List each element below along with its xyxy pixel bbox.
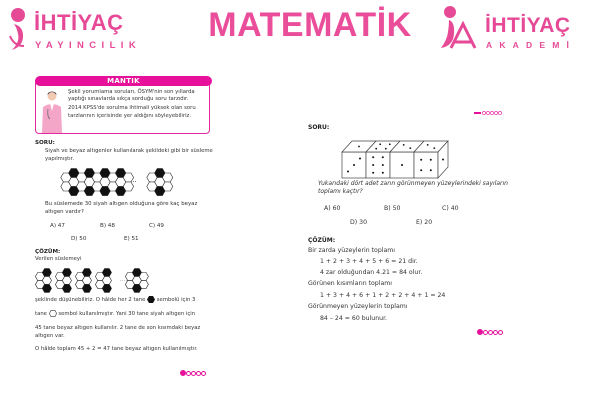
- die-pip: [379, 143, 381, 145]
- die-pip: [382, 164, 384, 166]
- option-c[interactable]: C) 40: [442, 205, 459, 212]
- logo-figure-icon: [6, 6, 32, 52]
- solution-line: Bir zarda yüzeylerin toplamı: [308, 247, 396, 254]
- option-c[interactable]: C) 49: [149, 223, 164, 229]
- option-b[interactable]: B) 50: [384, 205, 401, 212]
- solution-line: 1 + 3 + 4 + 6 + 1 + 2 + 2 + 4 + 1 = 24: [320, 292, 446, 299]
- logo-figure-icon: [437, 4, 479, 50]
- question-prompt: Bu süslemede 30 siyah altıgen olduğuna göre kaç beyaz altıgen vardır?: [45, 201, 198, 215]
- decorative-dots-icon: [474, 111, 506, 115]
- die-pip: [359, 158, 361, 160]
- black-hexagon: [102, 269, 111, 277]
- teacher-illustration-icon: [40, 89, 64, 133]
- die-pip: [430, 169, 432, 171]
- solution-text: sembol kullanılmıştır. Yani 30 tane siyah altıgen için: [58, 311, 196, 317]
- black-hexagon: [42, 284, 51, 292]
- mantik-box: [35, 78, 210, 134]
- hexagon-pattern-grouped: [35, 268, 175, 294]
- solution-line: 1 + 2 + 3 + 4 + 5 + 6 = 21 dir.: [320, 258, 418, 265]
- white-hexagon: [162, 182, 172, 191]
- mantik-paragraph: 2014 KPSS'de sorulma ihtimali yüksek olan soru tarzlarının içerisinde yer aldığını söyleyebiliriz.: [68, 105, 196, 119]
- black-hexagon-icon: [147, 296, 155, 303]
- option-e[interactable]: E) 51: [124, 236, 139, 242]
- die-pip: [375, 148, 377, 150]
- option-a[interactable]: A) 60: [324, 205, 341, 212]
- option-d[interactable]: D) 50: [71, 236, 87, 242]
- solution-label: ÇÖZÜM:: [308, 237, 336, 244]
- option-b[interactable]: B) 48: [100, 223, 115, 229]
- mantik-paragraph: Şekil yorumlama soruları, ÖSYM'nin son yıllarda yaptığı sınavlarda sıkça sorduğu soru tarzıdır.: [68, 89, 195, 103]
- solution-line: 84 – 24 = 60 bulunur.: [320, 315, 388, 322]
- black-hexagon: [62, 284, 71, 292]
- solution-line: [35, 296, 195, 305]
- pattern-ellipsis: ...: [130, 176, 137, 184]
- page-title: MATEMATİK: [208, 6, 412, 44]
- die-pip: [430, 159, 432, 161]
- die-pip: [433, 147, 435, 149]
- white-hexagon-icon: [49, 310, 57, 317]
- die-pip: [442, 159, 444, 161]
- black-hexagon: [102, 284, 111, 292]
- solution-line: Görünen kısımların toplamı: [308, 280, 392, 287]
- die-pip: [409, 147, 411, 149]
- die-pip: [385, 148, 387, 150]
- die-pip: [353, 164, 355, 166]
- die-pip: [403, 144, 405, 146]
- die-pip: [382, 156, 384, 158]
- white-hexagon: [62, 276, 71, 284]
- solution-line: [35, 310, 195, 319]
- die-pip: [372, 164, 374, 166]
- solution-line-3: 45 tane beyaz altıgen kullanılır. 2 tane de son kısımdaki beyaz altıgen var.: [35, 325, 201, 339]
- solution-line-4: O hâlde toplam 45 + 2 = 47 tane beyaz altıgen kullanılmıştır.: [35, 346, 198, 352]
- die-pip: [347, 171, 349, 173]
- solution-line: Görünmeyen yüzeylerin toplamı: [308, 303, 408, 310]
- solution-text: sembolü için 3: [156, 297, 196, 303]
- die-pip: [401, 164, 403, 166]
- ihtiyac-akademi-logo: [437, 4, 597, 52]
- black-hexagon: [82, 284, 91, 292]
- question-label: SORU:: [35, 140, 55, 146]
- die-pip: [427, 144, 429, 146]
- page-dot: [201, 371, 206, 376]
- right-brand-subtitle: AKADEMİ: [486, 40, 577, 50]
- white-hexagon: [42, 276, 51, 284]
- left-brand-name: İHTİYAÇ: [34, 10, 124, 35]
- right-brand-name: İHTİYAÇ: [485, 14, 571, 37]
- option-a[interactable]: A) 47: [50, 223, 65, 229]
- die-pip: [372, 172, 374, 174]
- solution-text: şeklinde düşünebiliriz. O hâlde her 2 tane: [35, 297, 146, 303]
- die-pip: [389, 143, 391, 145]
- ihtiyac-yayincilik-logo: [6, 6, 156, 56]
- page-indicator: [477, 329, 503, 335]
- white-hexagon: [139, 280, 148, 288]
- option-d[interactable]: D) 30: [350, 219, 368, 226]
- black-hexagon: [42, 269, 51, 277]
- solution-line: 4 zar olduğundan 4.21 = 84 olur.: [320, 269, 423, 276]
- option-e[interactable]: E) 20: [416, 219, 433, 226]
- dice-figure: [340, 136, 460, 180]
- question-text: Siyah ve beyaz altıgenler kullanılarak şekildeki gibi bir süsleme yapılmıştır.: [45, 148, 213, 162]
- die-pip: [372, 156, 374, 158]
- question-label: SORU:: [308, 124, 330, 131]
- die-front-face: [414, 152, 438, 178]
- die-front-face: [366, 152, 390, 178]
- left-brand-subtitle: YAYINCILIK: [35, 40, 142, 51]
- page-dot: [498, 330, 503, 335]
- question-prompt: Yukarıdaki dört adet zarın görünmeyen yüzeylerindeki sayıların toplamı kaçtır?: [318, 180, 508, 195]
- die-pip: [358, 146, 360, 148]
- black-hexagon: [62, 269, 71, 277]
- die-pip: [382, 172, 384, 174]
- die-pip: [420, 159, 422, 161]
- white-hexagon: [139, 273, 148, 281]
- hexagon-pattern: [60, 168, 180, 198]
- white-hexagon: [82, 276, 91, 284]
- white-hexagon: [102, 276, 111, 284]
- solution-text: tane: [35, 311, 47, 317]
- page-indicator: [180, 370, 206, 376]
- white-hexagon: [162, 173, 172, 182]
- die-pip: [420, 169, 422, 171]
- solution-label: ÇÖZÜM:: [35, 249, 61, 255]
- mantik-header: MANTIK: [35, 76, 212, 86]
- solution-intro: Verilen süslemeyi: [35, 256, 82, 262]
- black-hexagon: [82, 269, 91, 277]
